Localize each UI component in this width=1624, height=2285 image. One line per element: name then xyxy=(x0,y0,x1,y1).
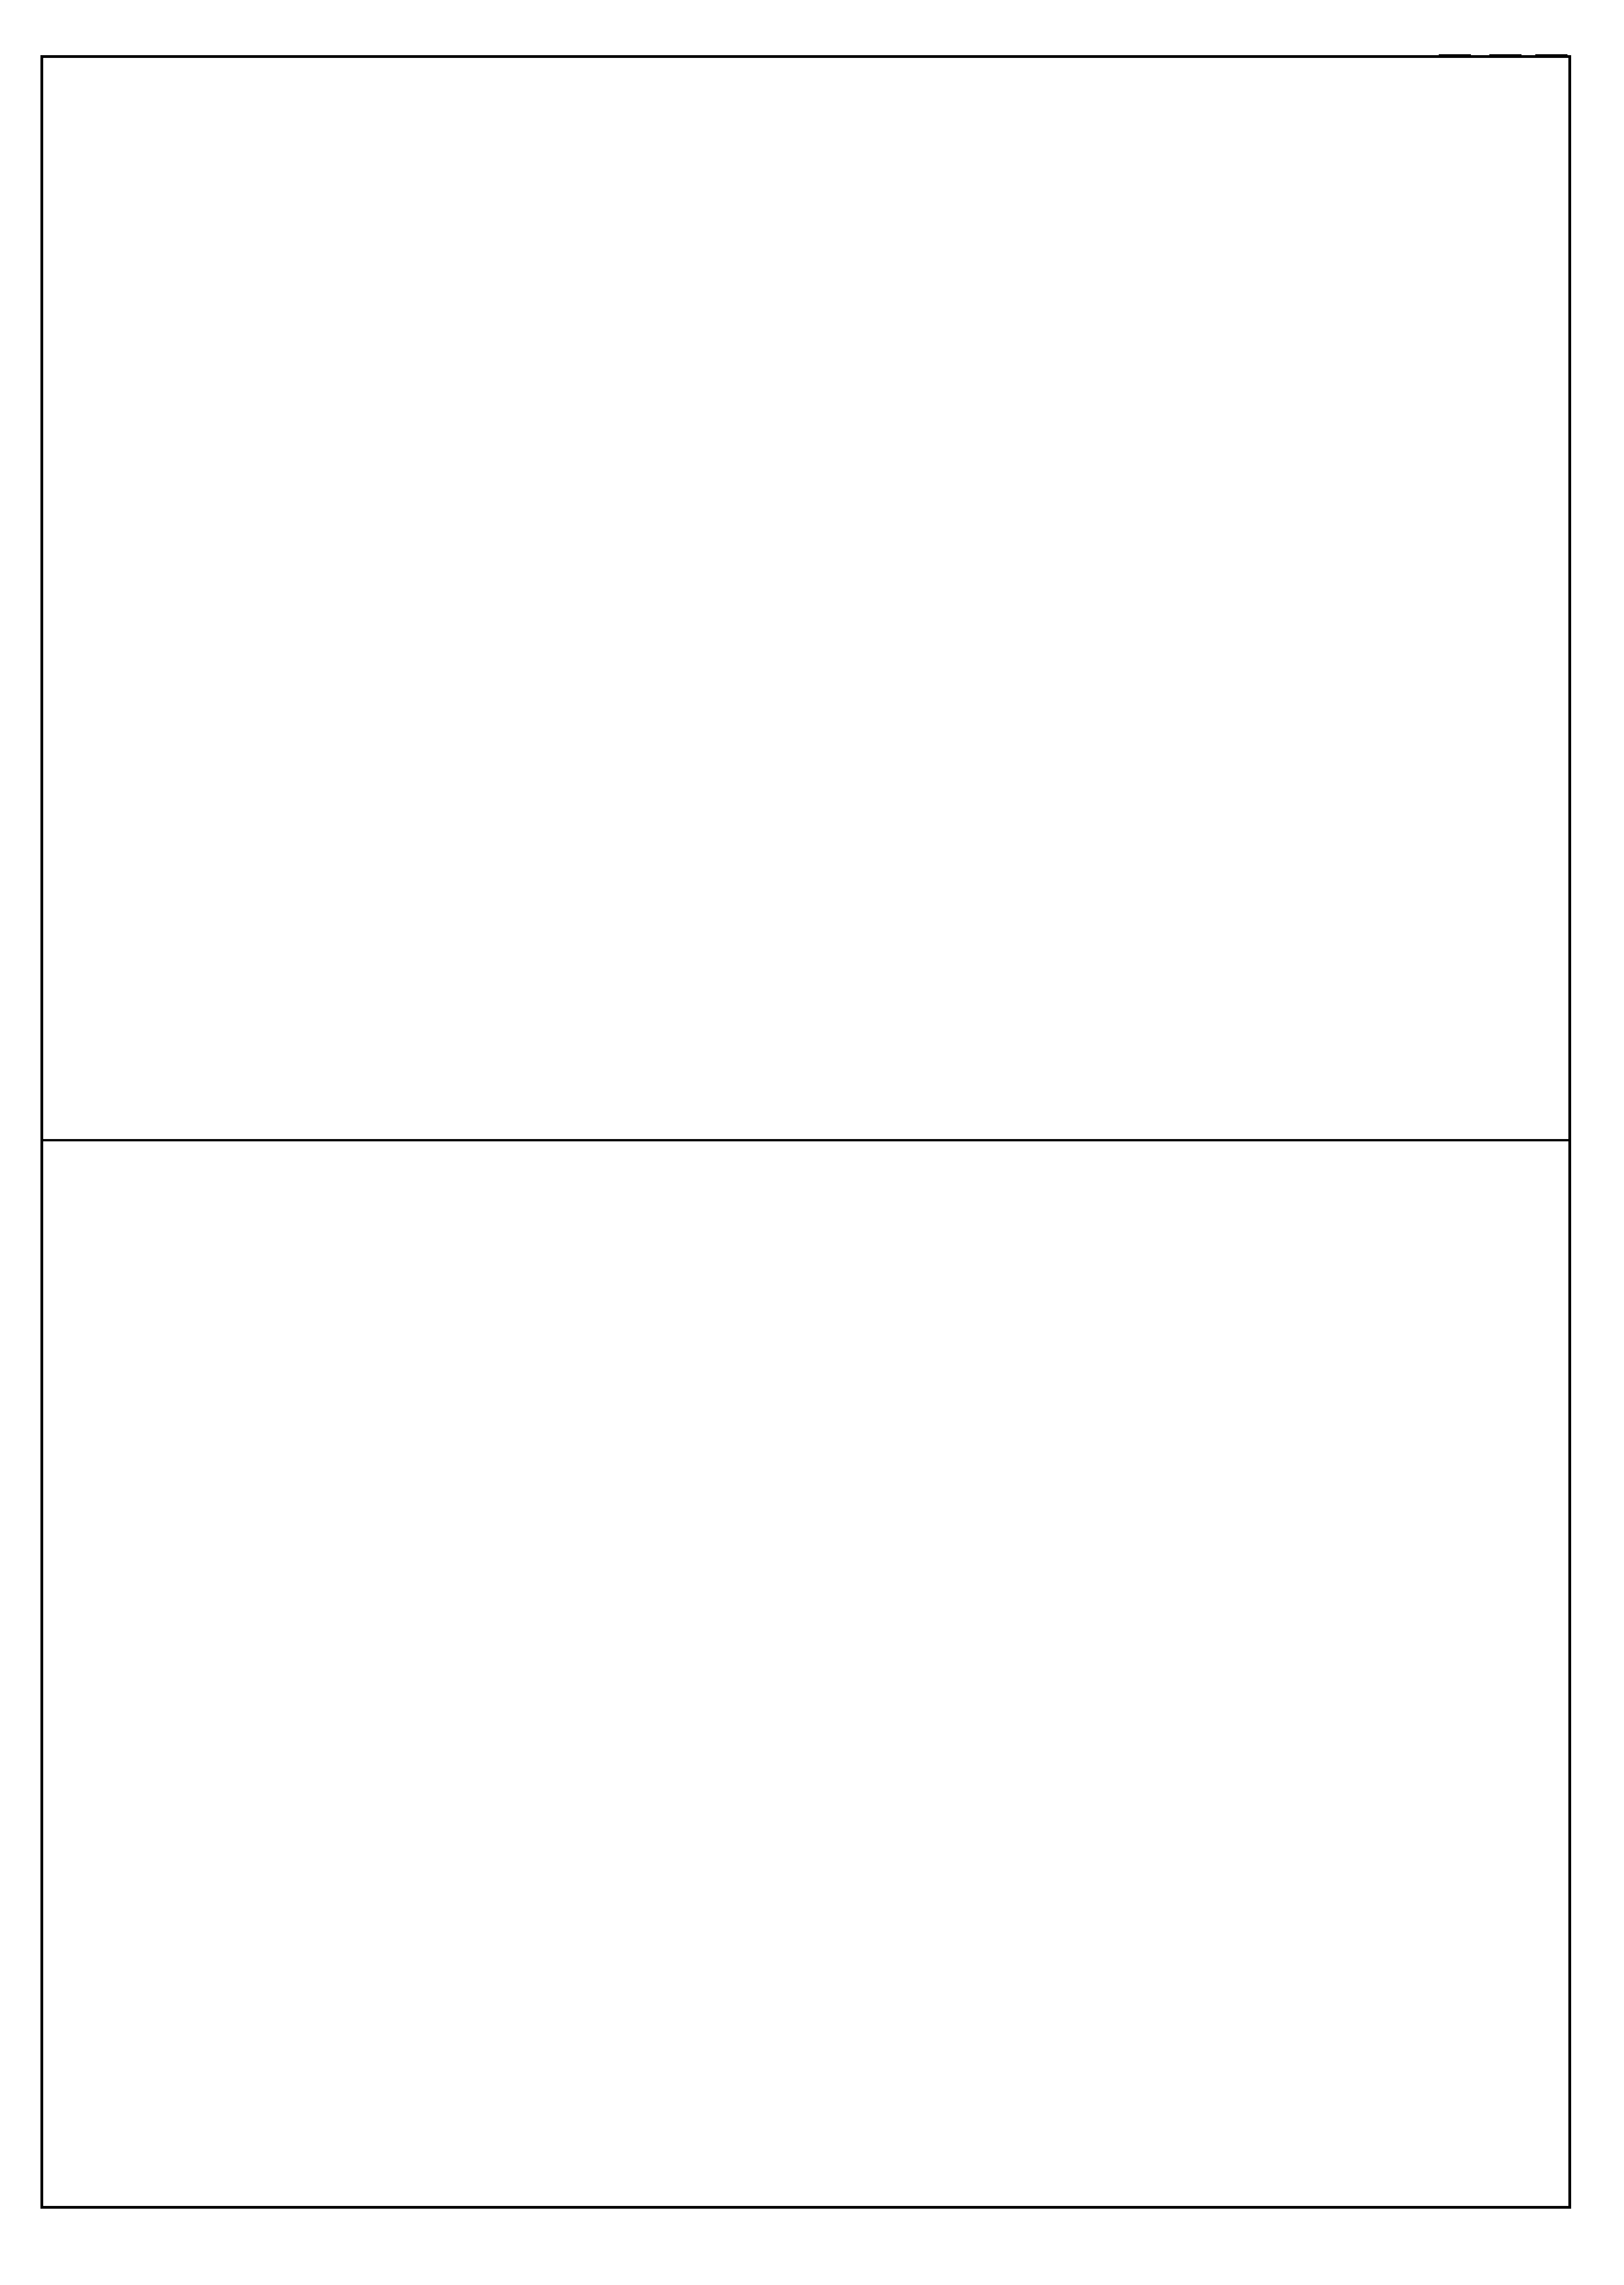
spec-top-divider xyxy=(40,1139,1571,1141)
drawing-frame xyxy=(40,55,1571,2209)
